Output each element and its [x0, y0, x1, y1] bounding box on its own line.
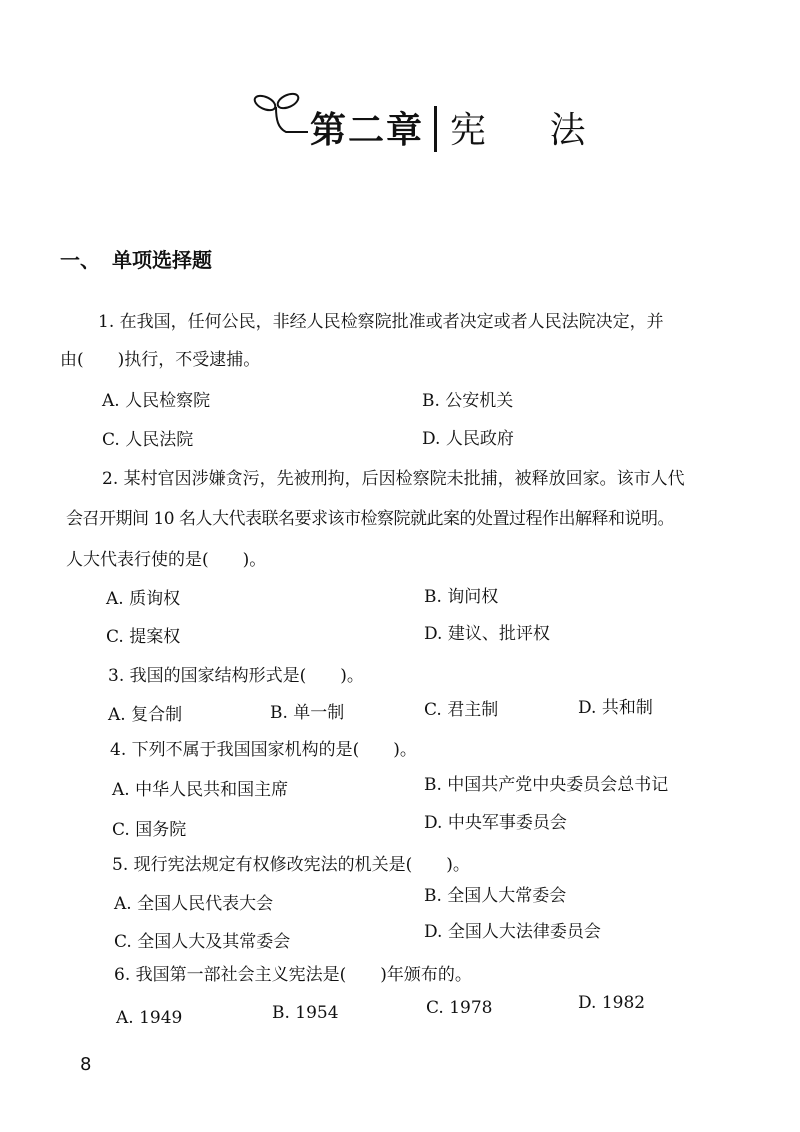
sprout-icon [252, 88, 312, 148]
page-number: 8 [80, 1054, 92, 1075]
question-3-option-a: A. 复合制 [108, 705, 183, 725]
chapter-header [252, 88, 612, 168]
question-4-option-a: A. 中华人民共和国主席 [112, 780, 289, 800]
question-1-option-b: B. 公安机关 [422, 391, 514, 411]
question-3-option-b: B. 单一制 [270, 703, 345, 723]
section-title: 单项选择题 [112, 248, 212, 272]
question-2-option-b: B. 询问权 [424, 587, 499, 607]
question-5-option-b: B. 全国人大常委会 [424, 886, 567, 906]
question-2-option-d: D. 建议、批评权 [424, 624, 550, 644]
question-3-option-c: C. 君主制 [424, 700, 499, 720]
question-1-line-1: 1. 在我国，任何公民，非经人民检察院批准或者决定或者人民法院决定，并 [98, 312, 664, 332]
question-5-option-a: A. 全国人民代表大会 [114, 894, 274, 914]
question-1-option-a: A. 人民检察院 [102, 391, 211, 411]
question-2-option-a: A. 质询权 [106, 589, 181, 609]
question-6-option-c: C. 1978 [426, 998, 493, 1018]
question-6-line-1: 6. 我国第一部社会主义宪法是( )年颁布的。 [114, 965, 472, 985]
chapter-title: 第二章 [310, 110, 425, 151]
question-4-option-d: D. 中央军事委员会 [424, 813, 567, 833]
question-2-line-1: 2. 某村官因涉嫌贪污，先被刑拘，后因检察院未批捕，被释放回家。该市人代 [102, 469, 685, 489]
question-2-line-3: 人大代表行使的是( )。 [66, 550, 267, 570]
question-6-option-d: D. 1982 [578, 993, 646, 1013]
question-1-option-d: D. 人民政府 [422, 429, 514, 449]
question-4-option-c: C. 国务院 [112, 820, 187, 840]
question-1-option-c: C. 人民法院 [102, 430, 194, 450]
question-5-line-1: 5. 现行宪法规定有权修改宪法的机关是( )。 [112, 855, 470, 875]
question-4-line-1: 4. 下列不属于我国国家机构的是( )。 [110, 740, 417, 760]
question-5-option-c: C. 全国人大及其常委会 [114, 932, 291, 952]
question-3-option-d: D. 共和制 [578, 698, 653, 718]
section-heading [60, 244, 212, 273]
chapter-divider [434, 106, 437, 152]
question-3-line-1: 3. 我国的国家结构形式是( )。 [108, 666, 364, 686]
question-1-line-2: 由( )执行，不受逮捕。 [60, 350, 261, 370]
question-2-option-c: C. 提案权 [106, 627, 181, 647]
question-5-option-d: D. 全国人大法律委员会 [424, 922, 601, 942]
chapter-name: 宪 法 [450, 110, 612, 151]
question-4-option-b: B. 中国共产党中央委员会总书记 [424, 775, 669, 795]
question-6-option-b: B. 1954 [272, 1003, 339, 1023]
section-number: 一、 [60, 248, 100, 272]
question-6-option-a: A. 1949 [116, 1008, 183, 1028]
question-2-line-2: 会召开期间 10 名人大代表联名要求该市检察院就此案的处置过程作出解释和说明。 [66, 509, 674, 529]
